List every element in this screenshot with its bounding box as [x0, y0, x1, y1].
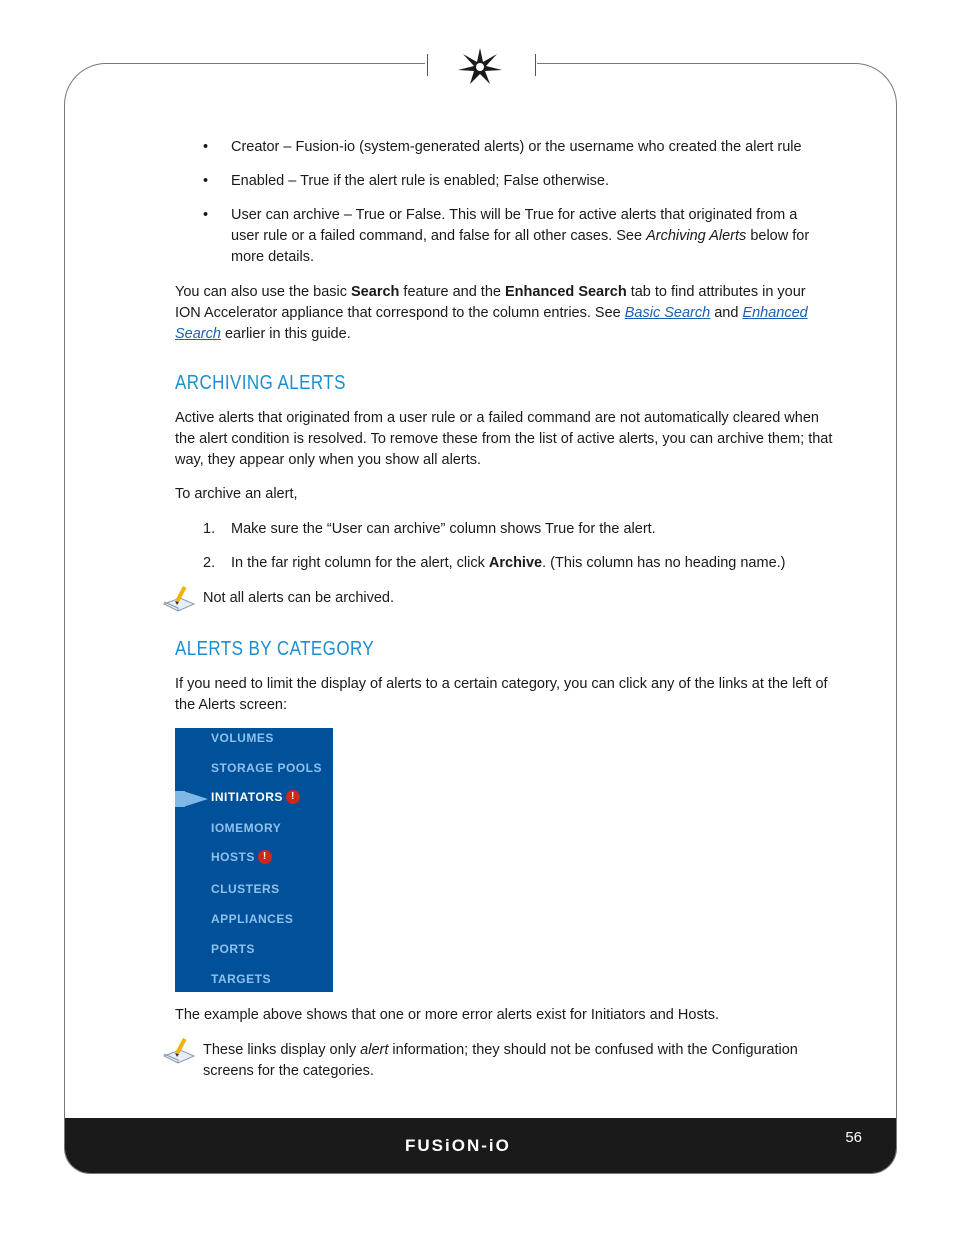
alerts-by-category-heading: ALERTS BY CATEGORY — [175, 638, 375, 660]
column-bullet-list — [203, 137, 823, 281]
category-link-hosts[interactable]: HOSTS ! — [211, 850, 272, 864]
list-item: • User can archive – True or False. This will be True for active alerts that originated from a user rule or a failed command, and false for all other cases. See Archiving Alerts below for more details. — [203, 205, 823, 268]
note-pencil-icon — [162, 584, 196, 614]
archiving-alerts-heading: ARCHIVING ALERTS — [175, 372, 346, 394]
search-paragraph: You can also use the basic Search feature and the Enhanced Search tab to find attributes in your ION Accelerator appliance that correspond to the column entries. See Basic Search and Enhanced Search earlier in this guide. — [175, 284, 808, 342]
footer-brand-logo: FUSiON-iO — [405, 1136, 511, 1155]
archive-intro: To archive an alert, — [175, 486, 298, 502]
archiving-alerts-ref: Archiving Alerts — [646, 228, 747, 244]
category-note: These links display only alert information; they should not be confused with the Configuration screens for the categories. — [203, 1042, 798, 1079]
category-link-targets[interactable]: TARGETS — [211, 972, 271, 986]
error-alert-icon: ! — [286, 790, 300, 804]
archiving-paragraph: Active alerts that originated from a user rule or a failed command are not automatically cleared when the alert condition is resolved. To remove these from the list of active alerts, you can archive them; that way, they appear only when you show all alerts. — [175, 410, 833, 468]
category-link-appliances[interactable]: APPLIANCES — [211, 912, 294, 926]
category-link-ports[interactable]: PORTS — [211, 942, 255, 956]
alert-category-panel — [175, 728, 333, 992]
list-item: • Enabled – True if the alert rule is enabled; False otherwise. — [203, 171, 823, 192]
example-explanation: The example above shows that one or more error alerts exist for Initiators and Hosts. — [175, 1007, 719, 1023]
category-paragraph: If you need to limit the display of alerts to a certain category, you can click any of the links at the left of the Alerts screen: — [175, 676, 828, 713]
category-link-storage-pools[interactable]: STORAGE POOLS — [211, 761, 322, 775]
enhanced-search-link[interactable]: Enhanced Search — [175, 305, 808, 342]
category-link-iomemory[interactable]: IOMEMORY — [211, 821, 282, 835]
list-item: • Creator – Fusion-io (system-generated alerts) or the username who created the alert rule — [203, 137, 823, 158]
archive-steps — [203, 519, 833, 587]
error-alert-icon: ! — [258, 850, 272, 864]
basic-search-link[interactable]: Basic Search — [624, 305, 711, 321]
page-number: 56 — [845, 1129, 862, 1146]
archive-note: Not all alerts can be archived. — [203, 590, 395, 606]
list-item: 1. Make sure the “User can archive” column shows True for the alert. — [203, 521, 656, 537]
page-footer — [65, 1118, 896, 1173]
category-link-volumes[interactable]: VOLUMES — [211, 731, 274, 745]
category-link-initiators[interactable]: INITIATORS ! — [211, 790, 300, 804]
category-link-clusters[interactable]: CLUSTERS — [211, 882, 280, 896]
note-pencil-icon — [162, 1036, 196, 1066]
fusion-io-star-logo-icon — [452, 44, 508, 88]
list-item: 2. In the far right column for the alert, click Archive. (This column has no heading name.) — [203, 555, 786, 571]
